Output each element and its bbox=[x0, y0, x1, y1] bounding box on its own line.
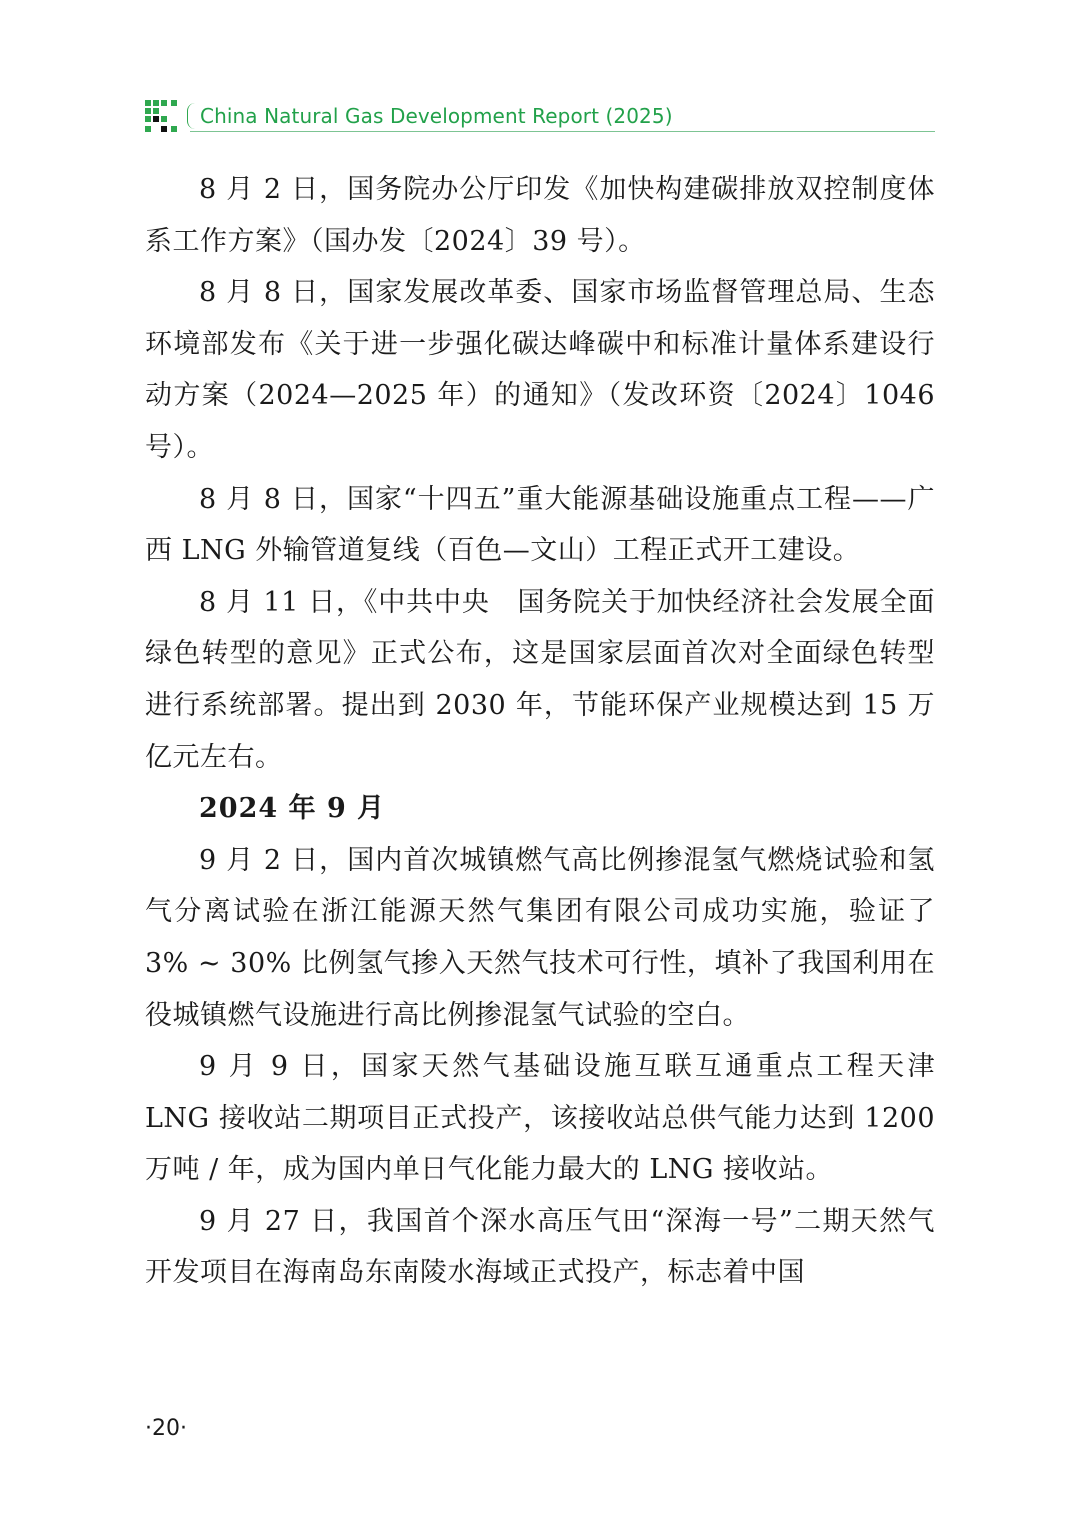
header-bracket bbox=[187, 103, 196, 129]
paragraph-aug-11: 8 月 11 日，《中共中央 国务院关于加快经济社会发展全面绿色转型的意见》正式公布，这是国家层面首次对全面绿色转型进行系统部署。提出到 2030 年，节能环保产业规模达到 15 万亿元左右。 bbox=[145, 586, 935, 773]
paragraph-aug-8-standards: 8 月 8 日，国家发展改革委、国家市场监督管理总局、生态环境部发布《关于进一步强化碳达峰碳中和标准计量体系建设行动方案（2024—2025 年）的通知》（发改环资〔2024〕1046 号）。 bbox=[145, 277, 935, 463]
header-title: China Natural Gas Development Report (2025) bbox=[200, 104, 673, 128]
section-heading-sep-2024: 2024 年 9 月 bbox=[199, 793, 386, 825]
page-number: ·20· bbox=[145, 1416, 187, 1441]
paragraph-aug-2: 8 月 2 日，国务院办公厅印发《加快构建碳排放双控制度体系工作方案》（国办发〔2024〕39 号）。 bbox=[145, 174, 935, 257]
header-title-wrap bbox=[187, 102, 673, 130]
header-divider bbox=[190, 131, 935, 132]
paragraph-sep-2: 9 月 2 日，国内首次城镇燃气高比例掺混氢气燃烧试验和氢气分离试验在浙江能源天然气集团有限公司成功实施，验证了 3% ~ 30% 比例氢气掺入天然气技术可行性，填补了我国利用在役城镇燃气设施进行高比例掺混氢气试验的空白。 bbox=[145, 844, 935, 1031]
body-text bbox=[145, 164, 935, 1299]
paragraph-sep-27: 9 月 27 日，我国首个深水高压气田“深海一号”二期天然气开发项目在海南岛东南陵水海域正式投产，标志着中国 bbox=[145, 1205, 935, 1289]
paragraph-sep-9: 9 月 9 日，国家天然气基础设施互联互通重点工程天津 LNG 接收站二期项目正式投产，该接收站总供气能力达到 1200 万吨 / 年，成为国内单日气化能力最大的 LNG 接收站。 bbox=[145, 1051, 935, 1186]
paragraph-aug-8-pipeline: 8 月 8 日，国家“十四五”重大能源基础设施重点工程——广西 LNG 外输管道复线（百色—文山）工程正式开工建设。 bbox=[145, 483, 935, 567]
page-header bbox=[145, 100, 935, 134]
square-grid-logo-icon bbox=[145, 100, 177, 132]
